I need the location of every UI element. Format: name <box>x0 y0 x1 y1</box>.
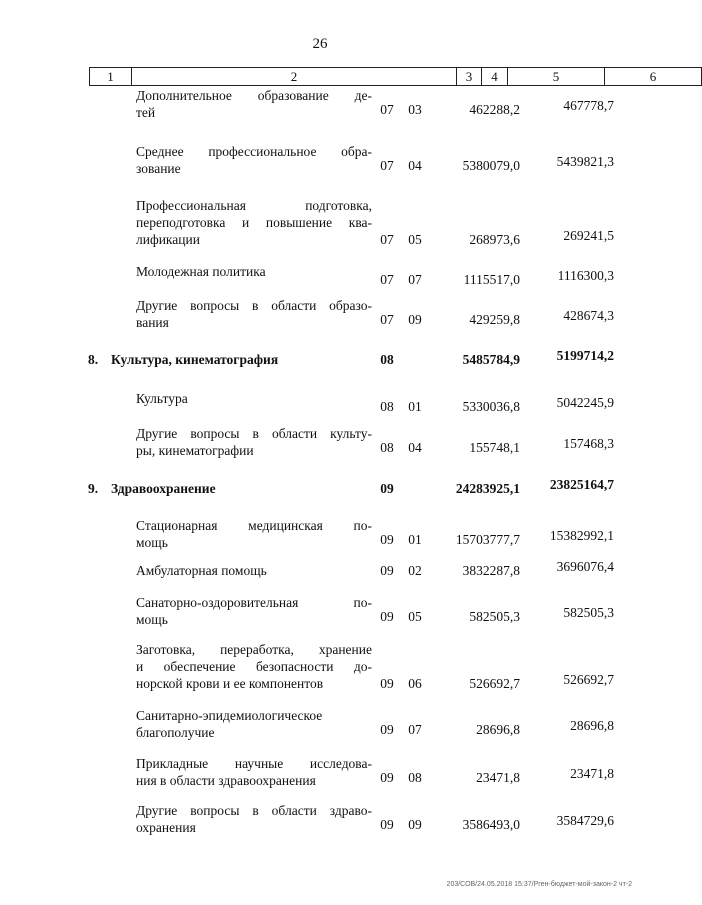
item-name <box>136 594 372 628</box>
code-section: 07 <box>380 102 394 117</box>
code-section: 09 <box>380 609 394 624</box>
item-name-line: Другие вопросы в области культу- <box>136 426 372 441</box>
amount-year-1: 15703777,7 <box>455 532 520 547</box>
amount-year-2: 15382992,1 <box>549 528 614 543</box>
code-subsection: 04 <box>408 158 422 173</box>
code-section: 09 <box>380 770 394 785</box>
code-subsection: 04 <box>408 440 422 455</box>
code-subsection: 01 <box>408 399 422 414</box>
amount-year-1: 24283925,1 <box>455 481 520 496</box>
item-name <box>136 197 372 248</box>
item-name-line: Культура <box>136 391 188 406</box>
amount-year-2: 28696,8 <box>570 718 614 733</box>
amount-year-1: 3832287,8 <box>462 563 520 578</box>
code-subsection: 03 <box>408 102 422 117</box>
page-number: 26 <box>312 36 328 52</box>
item-name-line: зование <box>136 161 181 176</box>
header-cell-5: 5 <box>507 67 605 86</box>
code-subsection: 01 <box>408 532 422 547</box>
amount-year-1: 23471,8 <box>476 770 520 785</box>
header-cell-4: 4 <box>481 67 508 86</box>
item-name-line: Другие вопросы в области здраво- <box>136 803 372 818</box>
amount-year-2: 269241,5 <box>563 228 614 243</box>
item-name-line: лификации <box>136 232 200 247</box>
code-section: 09 <box>380 532 394 547</box>
amount-year-2: 428674,3 <box>563 308 614 323</box>
code-section: 08 <box>380 440 394 455</box>
item-name <box>136 562 372 579</box>
code-section: 07 <box>380 158 394 173</box>
code-section: 09 <box>380 817 394 832</box>
item-name <box>136 802 372 836</box>
item-name-line: Прикладные научные исследова- <box>136 756 372 771</box>
item-name-line: Санаторно-оздоровительная по- <box>136 595 372 610</box>
amount-year-1: 462288,2 <box>469 102 520 117</box>
amount-year-1: 28696,8 <box>476 722 520 737</box>
code-section: 09 <box>380 722 394 737</box>
amount-year-1: 429259,8 <box>469 312 520 327</box>
code-subsection: 02 <box>408 563 422 578</box>
item-name <box>136 297 372 331</box>
item-name-line: благополучие <box>136 725 215 740</box>
item-name-line: Другие вопросы в области образо- <box>136 298 372 313</box>
header-cell-2: 2 <box>131 67 457 86</box>
code-section: 07 <box>380 232 394 247</box>
item-name-line: Дополнительное образование де- <box>136 88 372 103</box>
item-name <box>136 263 372 280</box>
code-section: 09 <box>380 563 394 578</box>
amount-year-2: 582505,3 <box>563 605 614 620</box>
amount-year-1: 5380079,0 <box>462 158 520 173</box>
code-subsection: 09 <box>408 312 422 327</box>
item-name <box>136 143 372 177</box>
amount-year-1: 526692,7 <box>469 676 520 691</box>
code-subsection: 08 <box>408 770 422 785</box>
amount-year-1: 3586493,0 <box>462 817 520 832</box>
header-cell-3: 3 <box>456 67 482 86</box>
item-name-line: мощь <box>136 612 168 627</box>
amount-year-2: 3696076,4 <box>556 559 614 574</box>
item-name-line: вания <box>136 315 169 330</box>
item-name-line: охранения <box>136 820 196 835</box>
amount-year-2: 3584729,6 <box>556 813 614 828</box>
code-subsection: 05 <box>408 609 422 624</box>
code-subsection: 05 <box>408 232 422 247</box>
item-name <box>136 425 372 459</box>
amount-year-1: 1115517,0 <box>463 272 520 287</box>
code-subsection: 07 <box>408 722 422 737</box>
section-number: 9. <box>88 481 99 496</box>
item-name <box>136 517 372 551</box>
amount-year-2: 467778,7 <box>563 98 614 113</box>
amount-year-2: 5439821,3 <box>556 154 614 169</box>
item-name <box>136 707 372 741</box>
code-subsection: 09 <box>408 817 422 832</box>
amount-year-2: 1116300,3 <box>557 268 614 283</box>
item-name-line: Заготовка, переработка, хранение <box>136 642 372 657</box>
amount-year-1: 5485784,9 <box>462 352 520 367</box>
section-title <box>111 351 371 368</box>
item-name <box>136 755 372 789</box>
item-name-line: Здравоохранение <box>111 481 216 496</box>
item-name-line: Амбулаторная помощь <box>136 563 267 578</box>
item-name-line: Санитарно-эпидемиологическое <box>136 708 323 723</box>
code-subsection: 07 <box>408 272 422 287</box>
footer-stamp: 203/СОВ/24.05.2018 15:37/Рген-бюджет-мой-закон-2 чт-2 <box>446 881 632 888</box>
item-name <box>136 390 372 407</box>
section-title <box>111 480 371 497</box>
section-number: 8. <box>88 352 99 367</box>
amount-year-1: 268973,6 <box>469 232 520 247</box>
item-name-line: ры, кинематографии <box>136 443 254 458</box>
code-section: 07 <box>380 272 394 287</box>
item-name-line: Профессиональная подготовка, <box>136 198 372 213</box>
item-name-line: Молодежная политика <box>136 264 266 279</box>
amount-year-1: 5330036,8 <box>462 399 520 414</box>
item-name-line: Среднее профессиональное обра- <box>136 144 372 159</box>
code-section: 09 <box>380 676 394 691</box>
item-name-line: тей <box>136 105 156 120</box>
item-name-line: Стационарная медицинская по- <box>136 518 372 533</box>
item-name-line: и обеспечение безопасности до- <box>136 659 372 674</box>
amount-year-2: 23471,8 <box>570 766 614 781</box>
amount-year-2: 5199714,2 <box>556 348 614 363</box>
amount-year-1: 582505,3 <box>469 609 520 624</box>
code-section: 09 <box>380 481 394 496</box>
code-section: 08 <box>380 352 394 367</box>
item-name-line: мощь <box>136 535 168 550</box>
code-subsection: 06 <box>408 676 422 691</box>
amount-year-2: 5042245,9 <box>556 395 614 410</box>
item-name <box>136 641 372 692</box>
amount-year-2: 157468,3 <box>563 436 614 451</box>
item-name <box>136 87 372 121</box>
amount-year-1: 155748,1 <box>469 440 520 455</box>
code-section: 08 <box>380 399 394 414</box>
item-name-line: переподготовка и повышение ква- <box>136 215 372 230</box>
item-name-line: ния в области здравоохранения <box>136 773 316 788</box>
item-name-line: норской крови и ее компонентов <box>136 676 324 691</box>
amount-year-2: 23825164,7 <box>549 477 614 492</box>
header-cell-1: 1 <box>89 67 132 86</box>
item-name-line: Культура, кинематография <box>111 352 279 367</box>
amount-year-2: 526692,7 <box>563 672 614 687</box>
header-cell-6: 6 <box>604 67 702 86</box>
code-section: 07 <box>380 312 394 327</box>
